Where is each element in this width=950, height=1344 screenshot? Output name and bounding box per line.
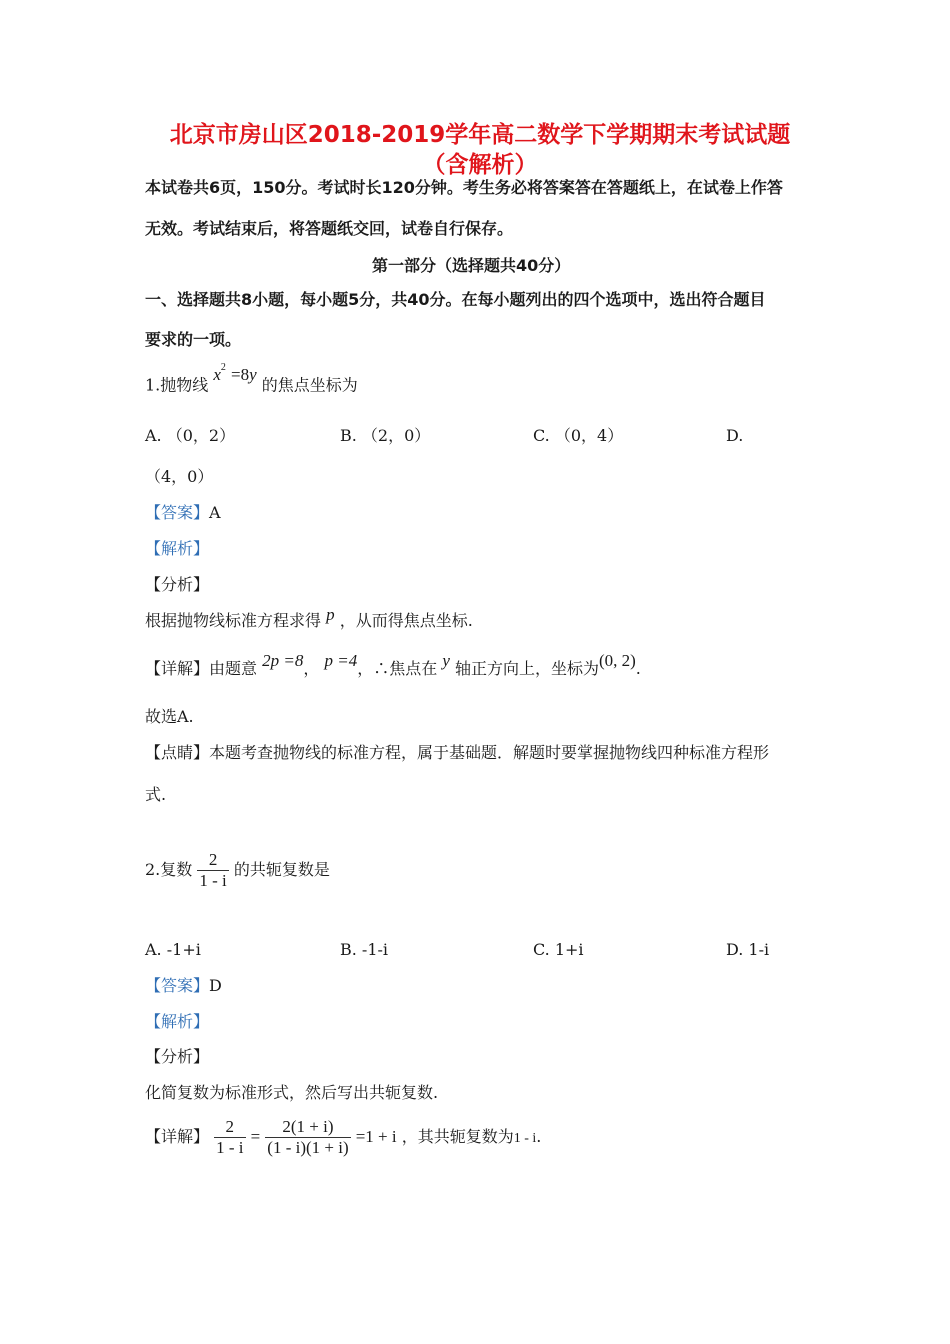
q2-fraction [197,850,228,891]
q1-answer-tag: 【答案】 [145,503,210,522]
q2-prefix: 2.复数 [145,860,193,879]
q2-answer-tag: 【答案】 [145,976,210,995]
q1-expr-exp: 2 [220,362,226,373]
q1-fenxi-var: p [326,605,335,624]
q1-option-a: A. （0，2） [145,426,236,445]
q1-expr-var: y [249,365,257,385]
q1-detail-eq1: 2p =8 [262,651,304,670]
q2-detail-f2-denominator: (1 - i)(1 + i) [267,1138,349,1157]
q2-detail-eq: = [250,1127,261,1146]
section1-line-1: 一、选择题共8小题，每小题5分，共40分。在每小题列出的四个选项中，选出符合题目 [145,290,766,309]
q1-detail-pre: 由题意 [209,659,258,678]
q1-fenxi-tag: 【分析】 [145,575,210,594]
q2-detail-mid: ，其共轭复数为 [401,1127,514,1146]
q1-detail-sep1: ， [303,659,320,678]
q2-fraction-numerator: 2 [197,850,228,871]
q1-comment-tag: 【点睛】 [145,743,210,762]
q1-analysis-tag: 【解析】 [145,539,210,558]
q2-detail-f1-denominator: 1 - i [216,1138,244,1157]
q2-detail [145,1117,541,1158]
q2-answer [145,976,222,996]
q2-fraction-denominator: 1 - i [199,871,227,890]
q1-comment-line-1: 本题考查抛物线的标准方程，属于基础题．解题时要掌握抛物线四种标准方程形 [209,743,770,762]
q2-detail-tag: 【详解】 [145,1127,210,1146]
q1-comment-line-2: 式. [145,785,167,804]
q1-fenxi-text [145,605,473,631]
q2-stem [145,850,330,891]
q1-detail [145,651,641,679]
q2-option-a: A. -1+i [145,940,201,959]
q2-detail-conj: 1 - i [513,1131,537,1146]
q1-detail-sep2: ，∴焦点在 [357,659,438,678]
q1-expr-rest: =8 [231,365,250,385]
q2-option-c: C. 1+i [533,940,584,959]
q1-answer [145,503,221,523]
q1-option-d-value: （4，0） [145,467,214,486]
q2-fenxi-tag: 【分析】 [145,1047,210,1066]
q1-fenxi-post: ，从而得焦点坐标. [339,611,473,630]
q2-fenxi-text: 化简复数为标准形式，然后写出共轭复数. [145,1083,439,1102]
q1-answer-value: A [209,503,221,522]
q2-detail-result: =1 + i [355,1127,397,1146]
q2-detail-f2-numerator: 2(1 + i) [265,1117,350,1138]
q1-detail-end: . [635,659,641,678]
q1-option-d: D. [726,426,744,445]
q2-option-d: D. 1-i [726,940,770,959]
q1-detail-eq2: p =4 [324,651,358,670]
q2-detail-fraction-1 [214,1117,245,1158]
document-title: 北京市房山区2018-2019学年高二数学下学期期末考试试题（含解析） [169,122,791,178]
part1-heading: 第一部分（选择题共40分） [372,256,571,275]
q2-detail-fraction-2 [265,1117,350,1158]
section1-line-2: 要求的一项。 [145,330,242,349]
q1-detail-coord: (0, 2) [598,651,636,670]
q1-detail-var: y [442,651,450,670]
q1-detail-mid: 轴正方向上，坐标为 [454,659,599,678]
q2-answer-value: D [209,976,222,995]
intro-line-2: 无效。考试结束后，将答题纸交回，试卷自行保存。 [145,219,514,238]
q1-fenxi-pre: 根据抛物线标准方程求得 [145,611,322,630]
q1-expr-base: x [213,365,221,385]
q1-comment [145,743,769,763]
q2-analysis-tag: 【解析】 [145,1012,210,1031]
q1-stem [145,362,358,395]
q2-detail-end: . [536,1127,542,1146]
q1-detail-tag: 【详解】 [145,659,210,678]
q1-expression [213,362,261,385]
q2-option-b: B. -1-i [340,940,389,959]
q2-detail-f1-numerator: 2 [214,1117,245,1138]
q1-option-c: C. （0，4） [533,426,624,445]
q1-prefix: 1.抛物线 [145,375,209,395]
intro-line-1: 本试卷共6页，150分。考试时长120分钟。考生务必将答案答在答题纸上，在试卷上作答 [145,178,783,197]
q2-suffix: 的共轭复数是 [233,860,330,879]
q1-suffix: 的焦点坐标为 [261,375,358,395]
q1-conclusion: 故选A. [145,707,194,726]
q1-option-b: B. （2，0） [340,426,431,445]
